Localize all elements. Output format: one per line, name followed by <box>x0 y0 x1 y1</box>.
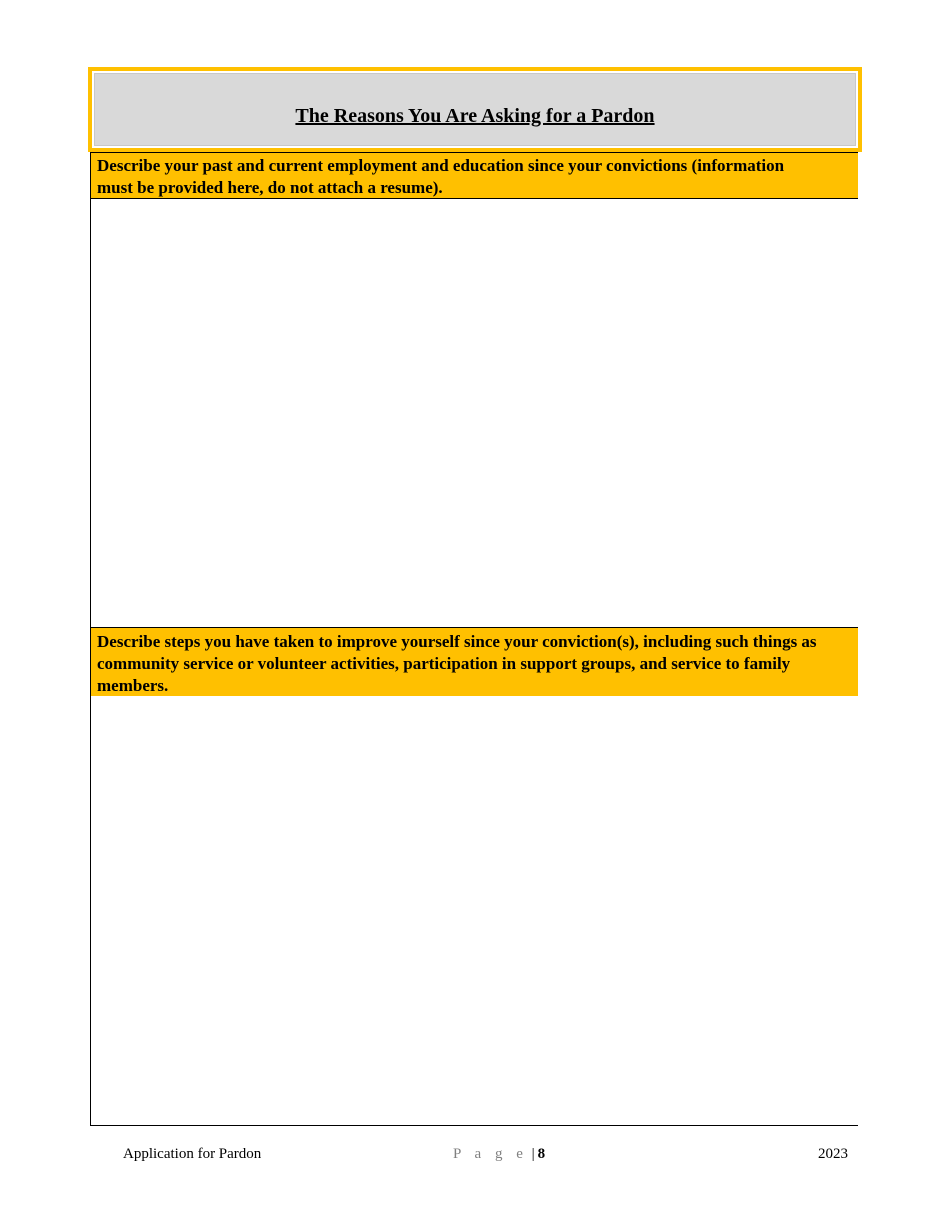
page-footer <box>0 1145 950 1165</box>
pardon-reasons-form <box>90 67 858 1126</box>
prompt-line: must be provided here, do not attach a resume). <box>97 178 443 197</box>
self-improvement-prompt <box>91 627 858 696</box>
prompt-line: Describe your past and current employment and education since your convictions (information <box>97 156 785 175</box>
prompt-line: Describe steps you have taken to improve yourself since your conviction(s), including such things as <box>97 632 817 651</box>
prompt-line: members. <box>97 676 169 695</box>
footer-page-label: P a g e <box>453 1146 528 1162</box>
page-title: The Reasons You Are Asking for a Pardon <box>295 105 655 127</box>
self-improvement-response-field[interactable] <box>91 696 858 1125</box>
footer-page-indicator <box>453 1145 545 1163</box>
footer-page-separator: | <box>531 1146 535 1162</box>
prompt-line: community service or volunteer activities, participation in support groups, and service to family <box>97 654 791 673</box>
footer-year: 2023 <box>818 1146 848 1162</box>
employment-education-prompt <box>91 152 858 199</box>
employment-education-response-field[interactable] <box>91 199 858 627</box>
footer-document-name: Application for Pardon <box>123 1146 262 1162</box>
title-block <box>88 67 862 152</box>
footer-page-number: 8 <box>537 1146 546 1162</box>
